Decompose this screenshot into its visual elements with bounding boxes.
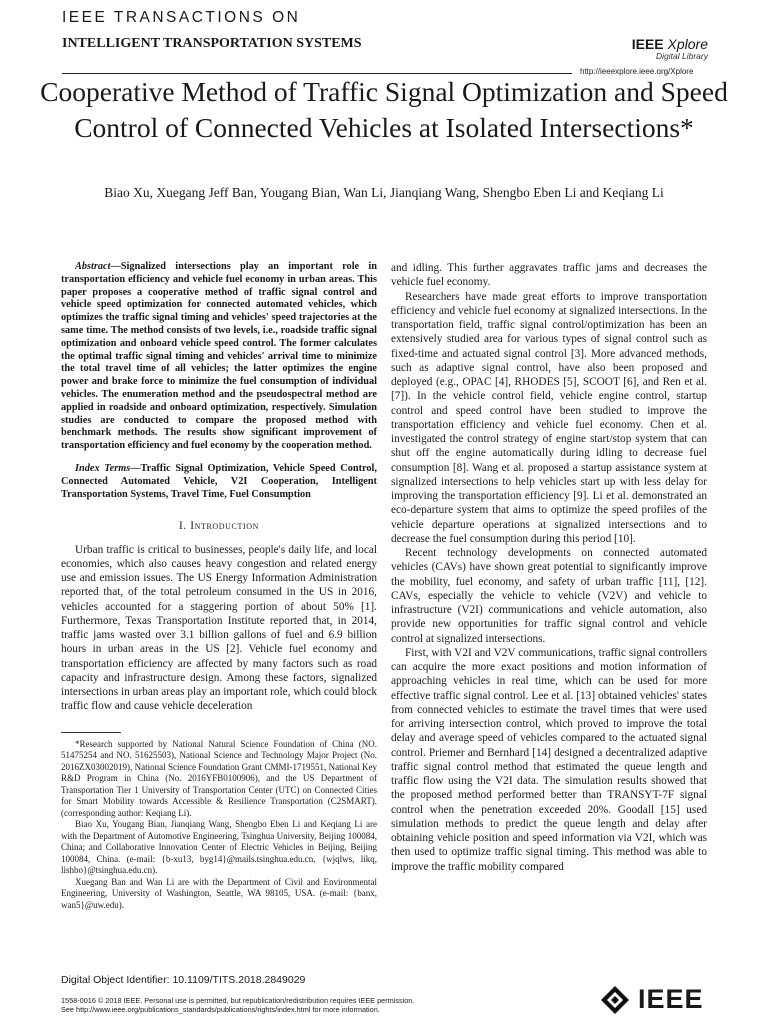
xplore-url[interactable]: http://ieeexplore.ieee.org/Xplore [580, 67, 694, 76]
journal-name-line1: IEEE TRANSACTIONS ON [62, 9, 301, 26]
copyright-line-2: See http://www.ieee.org/publications_standards/publications/rights/index.html for more information. [61, 1005, 380, 1014]
abstract-text: Signalized intersections play an important role in transportation efficiency and vehicle fuel economy in urban areas. This paper proposes a cooperative method of traffic signal control and vehicle speed optimization for connected automated vehicles, which optimizes the traffic signal timing and vehicles' speed trajectories at the same time. The method consists of two levels, i.e., roadside traffic signal optimization and onboard vehicle speed control. The former calculates the optimal traffic signal timing and vehicles' arrival time to minimize the total travel time of all vehicles; the latter optimizes the engine power and brake force to minimize the fuel consumption of individual vehicles. The enumeration method and the pseudospectral method are applied in roadside and onboard optimization, respectively. Simulation studies are conducted to compare the proposed method with benchmark methods. The results show significant improvement of transportation efficiency and fuel economy by the cooperation method. [61, 261, 377, 452]
index-terms: Index Terms—Traffic Signal Optimization, Vehicle Speed Control, Connected Automated Vehicle, V2I Cooperation, Intelligent Transportation Systems, Travel Time, Fuel Consumption [61, 462, 377, 500]
ieee-logo-text: IEEE [638, 984, 704, 1014]
right-paragraph-1: Researchers have made great efforts to improve transportation efficiency and vehicle fuel economy at signalized intersections. In the transportation field, traffic signal control/optimization has been an extensively studied area for various types of signal control such as fixed-time and actuated signal control [3]. More advanced methods, such as adaptive signal control, have also been proposed and deployed (e.g., OPAC [4], RHODES [5], SCOOT [6], and Ren et al. [7]). In the vehicle control field, vehicle engine control, startup control and speed control have been studied to improve the transportation efficiency and vehicle fuel economy. Chen et al. investigated the control strategy of engine start/stop system that can shut off the engine automatically during idling to decrease fuel consumption [8]. Wang et al. proposed a startup assistance system at signalized intersections to help vehicles start up with less delay for improving the transportation efficiency [9]. Li et al. demonstrated an eco-departure system that aims to optimize the speed profiles of the vehicle departure operations at signalized intersections and to decrease the fuel consumption during this period [10]. [391, 290, 707, 545]
footnote-affiliation-1: Biao Xu, Yougang Bian, Jianqiang Wang, Shengbo Eben Li and Keqiang Li are with the Department of Automotive Engineering, Tsinghua University, Beijing 100084, China; and Collaborative Innovation Center of Electric Vehicles in Beijing, Beijing 100084, China. (e-mail: {b-xu13, byg14}@mails.tsinghua.edu.cn, {wjqlws, likq, lishbo}@tsinghua.edu.cn). [61, 819, 377, 876]
footnote-rule [61, 732, 121, 733]
intro-paragraph-1: Urban traffic is critical to businesses, people's daily life, and local economies, which also causes heavy congestion and related energy use and emission issues. The US Energy Information Administration reported that, of the total petroleum consumed in the US in 2016, vehicles accounted for a staggering portion of about 50% [1]. Furthermore, Texas Transportation Institute reported that, in 2014, traffic jams wasted over 3.1 billion gallons of fuel and 6.9 billion hours in urban areas in the US [2]. Vehicle fuel economy and transportation efficiency are affected by many factors such as road capacity and infrastructure design. Among these factors, signalized intersections in urban areas play an important role, which could block traffic flow and cause vehicle deceleration [61, 543, 377, 713]
abstract-label: Abstract [75, 261, 111, 272]
author-list: Biao Xu, Xuegang Jeff Ban, Yougang Bian, Wan Li, Jianqiang Wang, Shengbo Eben Li and Keqiang Li [104, 185, 664, 200]
ieee-diamond-icon [600, 985, 630, 1015]
journal-name-line2: INTELLIGENT TRANSPORTATION SYSTEMS [62, 36, 362, 51]
section-heading-introduction: I. Introduction [179, 520, 259, 533]
index-terms-text: Traffic Signal Optimization, Vehicle Speed Control, Connected Automated Vehicle, V2I Cooperation, Intelligent Transportation Systems, Travel Time, Fuel Consumption [61, 462, 377, 500]
left-column [61, 261, 377, 911]
footnote-funding: *Research supported by National Natural Science Foundation of China (NO. 51475254 and NO. 51625503), National Science and Technology Major Project (No. 2016ZX03002019), National Science Foundation Grant CMMI-1719551, National Key R&D Program in China (No. 2016YFB0100906), and the US Department of Transportation Tier 1 University of Transportation Center (UTC) on Connected Cities for Smart Mobility towards Accessible & Resilience Transportation (C2SMART). (corresponding author: Keqiang Li). [61, 738, 377, 818]
copyright-line-1: 1558-0016 © 2018 IEEE. Personal use is permitted, but republication/redistribution requires IEEE permission. [61, 996, 415, 1005]
abstract: Abstract—Signalized intersections play an important role in transportation efficiency and vehicle fuel economy in urban areas. This paper proposes a cooperative method of traffic signal control and vehicle speed optimization for connected automated vehicles, which optimizes the traffic signal timing and vehicles' speed trajectories at the same time. The method consists of two levels, i.e., roadside traffic signal optimization and onboard vehicle speed control. The former calculates the optimal traffic signal timing and vehicles' arrival time to minimize the total travel time of all vehicles; the latter optimizes the engine power and brake force to minimize the fuel consumption of individual vehicles. The enumeration method and the pseudospectral method are applied in roadside and onboard optimization, respectively. Simulation studies are conducted to compare the proposed method with benchmark methods. The results show significant improvement of transportation efficiency and fuel economy by the cooperation method. [61, 261, 377, 452]
ieee-xplore-logo [632, 36, 708, 61]
footnote-affiliation-2: Xuegang Ban and Wan Li are with the Department of Civil and Environmental Engineering, University of Washington, Seattle, WA 98105, USA. (e-mail: {banx, wan5}@uw.edu). [61, 876, 377, 910]
right-paragraph-3: First, with V2I and V2V communications, traffic signal controllers can acquire the more exact positions and motion information of approaching vehicles in real time, which can be used for more effective traffic signal control. Lee et al. [13] obtained vehicles' states from connected vehicles to estimate the travel times that were used for arriving intersection control, which proved to improve the total delay and average speed of vehicles compared to the actuated signal control. Priemer and Bernhard [14] designed a decentralized adaptive traffic signal control method that estimated the queue length and traffic flow using the V2I data. The simulation results showed that the proposed method performed better than TRANSYT-7F signal control when the penetration exceeded 20%. Goodall [15] used simulation methods to predict the queue length and delay after obtaining vehicle position and speed information via V2I, which was then used to optimize traffic signal timing. This method was able to improve the traffic mobility compared [391, 646, 707, 873]
index-terms-label: Index Terms [75, 462, 131, 474]
xplore-subtitle: Digital Library [656, 51, 708, 61]
copyright-notice [61, 996, 581, 1014]
xplore-brand: IEEE [631, 36, 664, 52]
paper-title: Cooperative Method of Traffic Signal Optimization and Speed Control of Connected Vehicles at Isolated Intersections* [40, 76, 728, 143]
right-column [391, 261, 707, 874]
right-paragraph-0: and idling. This further aggravates traffic jams and decreases the vehicle fuel economy. [391, 262, 707, 289]
right-paragraph-2: Recent technology developments on connected automated vehicles (CAVs) have shown great potential to significantly improve the mobility, fuel economy, and safety of urban traffic [11], [12]. CAVs, especially the vehicle to vehicle (V2V) and vehicle to infrastructure (V2I) communications and vehicle automation, also provide new opportunities for traffic signal control and vehicle control at signalized intersections. [391, 547, 707, 645]
ieee-logo [600, 984, 704, 1015]
xplore-suffix: Xplore [667, 36, 708, 52]
digital-object-identifier: Digital Object Identifier: 10.1109/TITS.2018.2849029 [61, 974, 306, 986]
